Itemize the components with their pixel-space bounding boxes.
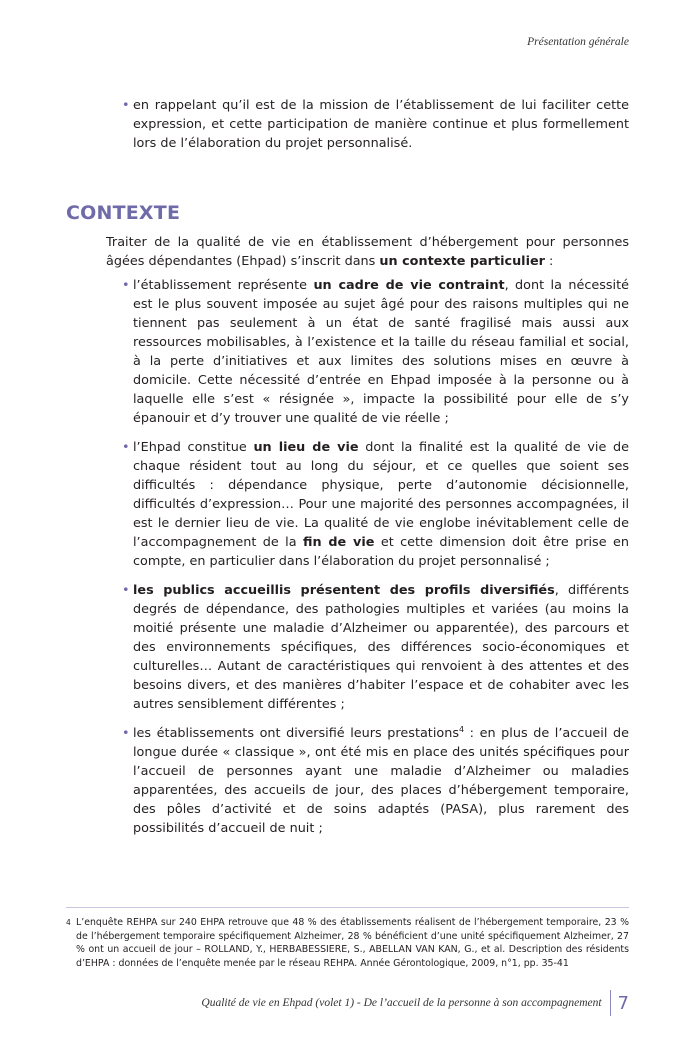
text-segment: , différents degrés de dépendance, des pathologies multiples et variées (au moins la moitié présente une maladie d’Alzheimer ou apparentée), des parcours et des environnements spécifiques, des différences socio-économiques et culturelles… Autant de caractéristiques qui renvoient à des attentes et des besoins divers, et des manières d’habiter l’espace et de cohabiter avec les autres sensiblement différentes ; [133,583,630,712]
footnote [66,916,629,970]
footnote-reference: 4 [459,725,465,734]
bullet-icon: • [122,583,130,598]
text-segment: Traiter de la qualité de vie en établissement d’hébergement pour personnes âgées dépendantes (Ehpad) s’inscrit dans [106,235,629,269]
list-item [122,276,629,428]
section-title: CONTEXTE [66,202,181,224]
footer-title: Qualité de vie en Ehpad (volet 1) - De l’accueil de la personne à son accompagnement [201,997,602,1009]
context-bullet-list [122,276,629,848]
text-segment: en rappelant qu’il est de la mission de l’établissement de lui faciliter cette expression, et cette participation de manière continue et plus formellement lors de l’élaboration du projet personnalisé. [133,98,629,151]
bullet-icon: • [122,726,130,741]
list-item [122,438,629,571]
footnote-text: L’enquête REHPA sur 240 EHPA retrouve que 48 % des établissements réalisent de l’hébergement temporaire, 23 % de l’hébergement temporaire spécifiquement Alzheimer, 28 % bénéficient d’une unité spécifiquement Alzheimer, 27 % ont un accueil de jour – ROLLAND, Y., HERBABESSIERE, S., ABELLAN VAN KAN, G., et al. Description des résidents d’EHPA : données de l’enquête menée par le réseau REHPA. Année Gérontologique, 2009, n°1, pp. 35-41 [76,917,629,969]
text-segment: les établissements ont diversifié leurs prestations [133,726,459,741]
page-footer [201,990,629,1016]
emphasis-text: fin de vie [302,535,375,550]
text-segment: dont la finalité est la qualité de vie de chaque résident tout au long du séjour, et ce quelles que soient ses difficultés : dépendance physique, perte d’autonomie décisionnelle, difficultés d’expression… Pour une majorité des personnes accompagnées, il est le dernier lieu de vie. La qualité de vie englobe inévitablement celle de l’accompagnement de la [133,440,629,550]
section-intro [106,233,629,271]
footnote-rule [66,907,629,908]
list-item [122,581,629,714]
emphasis-text: les publics accueillis présentent des profils diversifiés [133,583,555,598]
text-segment: : en plus de l’accueil de longue durée « classique », ont été mis en place des unités spécifiques pour l’accueil de personnes ayant une maladie d’Alzheimer ou maladies apparentées, des accueils de jour, des places d’hébergement temporaire, des pôles d’activité et de soins adaptés (PASA), plus rarement des possibilités d’accueil de nuit ; [133,726,629,836]
text-segment: : [544,254,554,269]
first-bullet-list [122,96,629,163]
emphasis-text: un cadre de vie contraint [313,278,505,293]
text-segment: l’Ehpad constitue [133,440,254,455]
list-item [122,96,629,153]
emphasis-text: un lieu de vie [253,440,359,455]
running-header: Présentation générale [527,36,629,48]
text-segment: , dont la nécessité est le plus souvent imposée au sujet âgé pour des raisons multiples qui ne tiennent pas seulement à un état de santé fragilisé mais aussi aux ressources mobilisables, à l’existence et la taille du réseau familial et social, à la perte d’initiatives et aux limites des solutions mises en œuvre à domicile. Cette nécessité d’entrée en Ehpad imposée à la personne ou à laquelle elle s’est « résignée », impacte la possibilité pour elle de s’y épanouir et d’y trouver une qualité de vie réelle ; [133,278,630,426]
page-number: 7 [617,992,629,1014]
bullet-icon: • [122,278,130,293]
text-segment: l’établissement représente [133,278,314,293]
bullet-icon: • [122,440,130,455]
emphasis-text: un contexte particulier [379,254,545,269]
bullet-icon: • [122,98,130,113]
text-segment: et cette dimension doit être prise en compte, en particulier dans l’élaboration du projet personnalisé ; [133,535,629,569]
footnote-marker: 4 [66,918,71,927]
list-item [122,724,629,838]
